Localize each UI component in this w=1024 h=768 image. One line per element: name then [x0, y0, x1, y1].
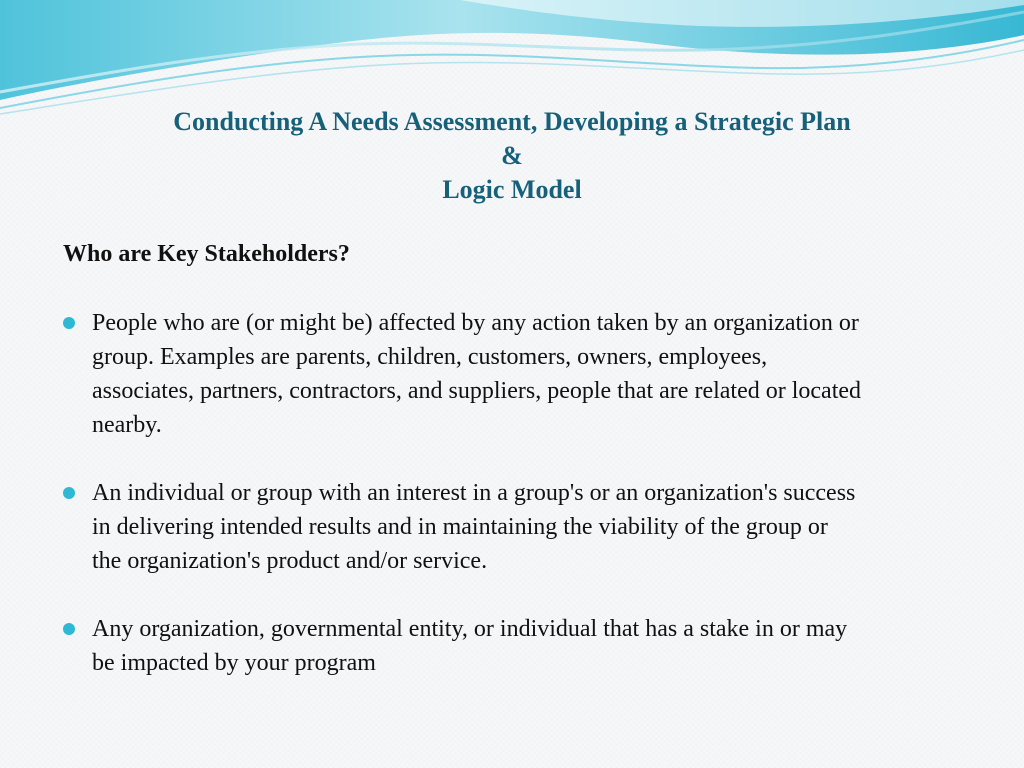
section-heading: Who are Key Stakeholders?	[63, 241, 350, 267]
title-line: &	[501, 141, 523, 170]
bullet-dot-icon	[63, 623, 75, 635]
slide-title	[0, 105, 1024, 207]
bullet-item	[62, 306, 862, 442]
bullet-list	[62, 306, 862, 714]
title-line: Logic Model	[442, 175, 582, 204]
bullet-item	[62, 612, 862, 680]
bullet-dot-icon	[63, 487, 75, 499]
bullet-item	[62, 476, 862, 578]
bullet-text: An individual or group with an interest in a group's or an organization's success in delivering intended results and in maintaining the viability of the group or the organization's product and/or service.	[92, 480, 856, 574]
bullet-text: People who are (or might be) affected by any action taken by an organization or group. Examples are parents, children, customers, owners, employees, associates, partners, contractors, and suppliers, people that are related or located nearby.	[92, 310, 862, 438]
title-line: Conducting A Needs Assessment, Developing a Strategic Plan	[173, 107, 851, 136]
bullet-dot-icon	[63, 317, 75, 329]
bullet-text: Any organization, governmental entity, or individual that has a stake in or may be impacted by your program	[92, 616, 848, 676]
